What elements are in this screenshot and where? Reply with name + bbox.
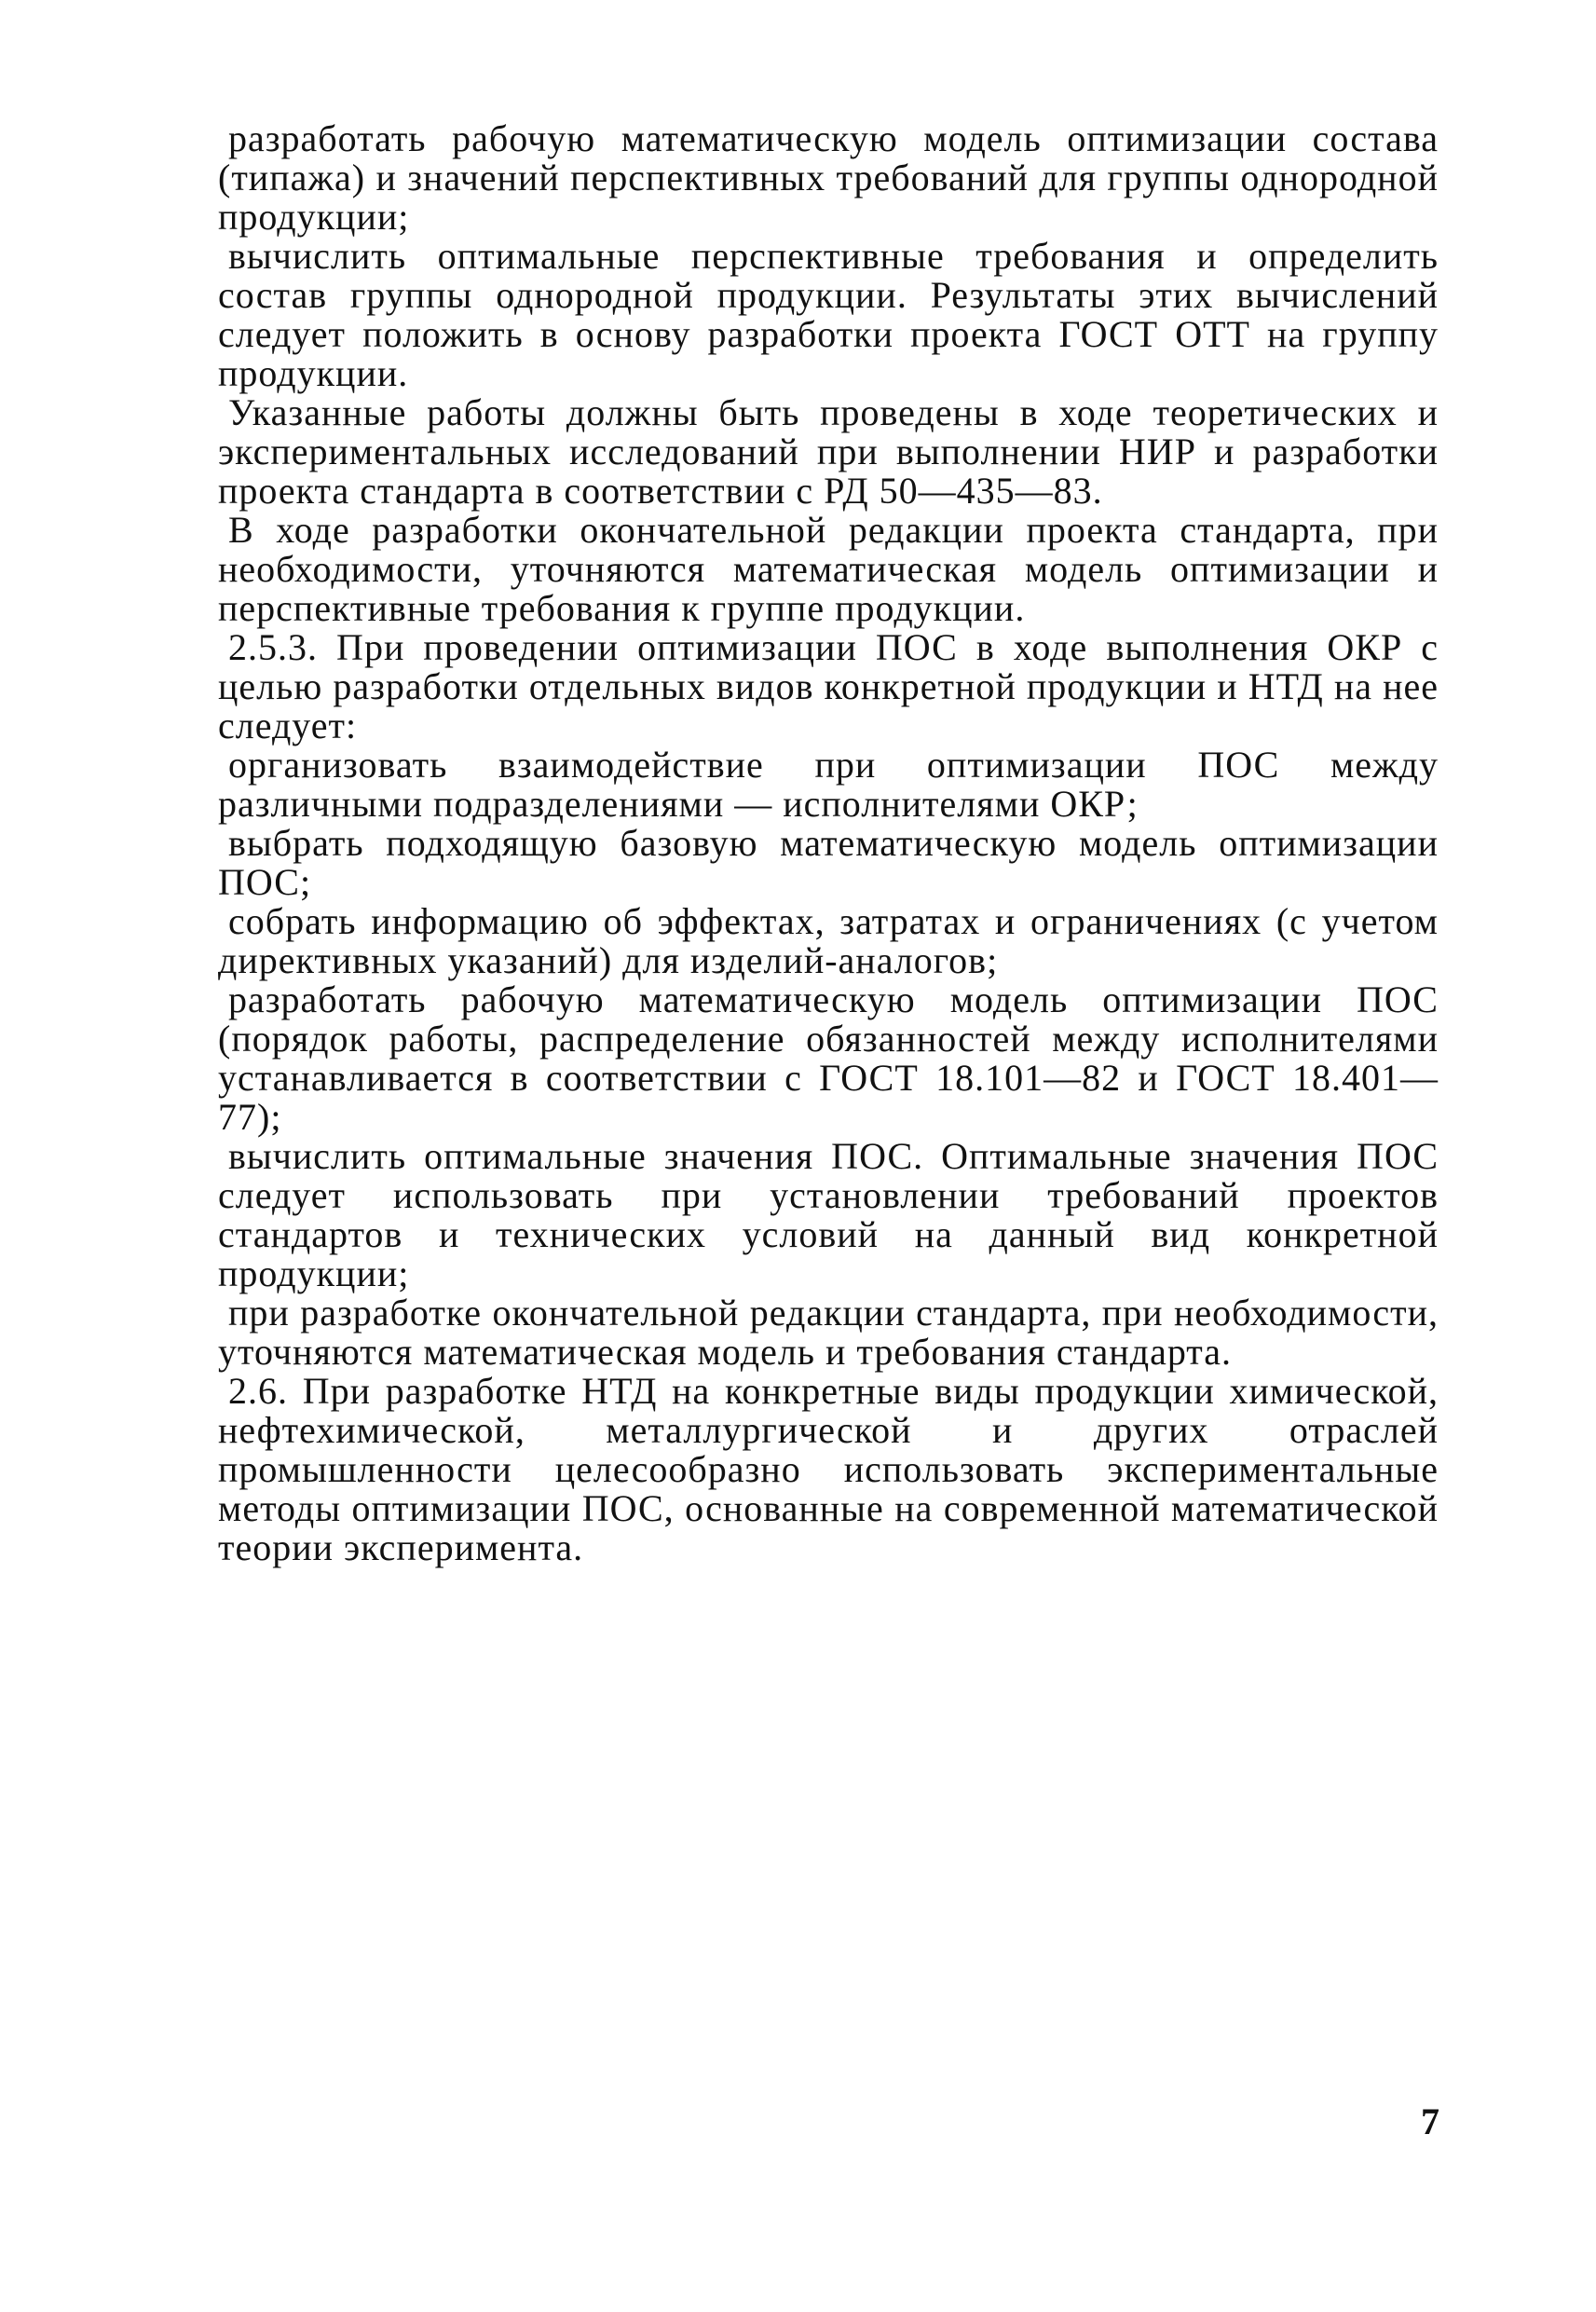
paragraph-9: разработать рабочую математическую модель оптимизации ПОС (порядок работы, распределение обязанностей между исполнителями устанавливается в соответствии с ГОСТ 18.101—82 и ГОСТ 18.401—77); <box>218 978 1439 1138</box>
paragraph-10: вычислить оптимальные значения ПОС. Оптимальные значения ПОС следует использовать при установлении требований проектов стандартов и технических условий на данный вид конкретной продукции; <box>218 1135 1439 1294</box>
paragraph-3: Указанные работы должны быть проведены в ходе теоретических и экспериментальных исследований при выполнении НИР и разработки проекта стандарта в соответствии с РД 50—435—83. <box>218 391 1439 512</box>
paragraph-12-section-2-6: 2.6. При разработке НТД на конкретные виды продукции химической, нефтехимической, металлургической и других отраслей промышленности целесообразно использовать экспериментальные методы оптимизации ПОС, основанные на современной математической теории эксперимента. <box>218 1370 1439 1568</box>
page-number: 7 <box>1421 2100 1439 2142</box>
paragraph-2: вычислить оптимальные перспективные требования и определить состав группы однородной продукции. Результаты этих вычислений следует положить в основу разработки проекта ГОСТ ОТТ на группу продукции. <box>218 235 1439 394</box>
paragraph-7: выбрать подходящую базовую математическую модель оптимизации ПОС; <box>218 822 1439 903</box>
paragraph-4: В ходе разработки окончательной редакции проекта стандарта, при необходимости, уточняются математическая модель оптимизации и перспективные требования к группе продукции. <box>218 509 1439 629</box>
paragraph-1: разработать рабочую математическую модель оптимизации состава (типажа) и значений перспективных требований для группы однородной продукции; <box>218 117 1439 238</box>
paragraph-5-section-2-5-3: 2.5.3. При проведении оптимизации ПОС в ходе выполнения ОКР с целью разработки отдельных видов конкретной продукции и НТД на нее следует: <box>218 626 1439 746</box>
paragraph-8: собрать информацию об эффектах, затратах и ограничениях (с учетом директивных указаний) для изделий-аналогов; <box>218 900 1439 981</box>
body-text <box>218 119 1439 1567</box>
paragraph-11: при разработке окончательной редакции стандарта, при необходимости, уточняются математическая модель и требования стандарта. <box>218 1292 1439 1373</box>
paragraph-6: организовать взаимодействие при оптимизации ПОС между различными подразделениями — исполнителями ОКР; <box>218 744 1439 825</box>
